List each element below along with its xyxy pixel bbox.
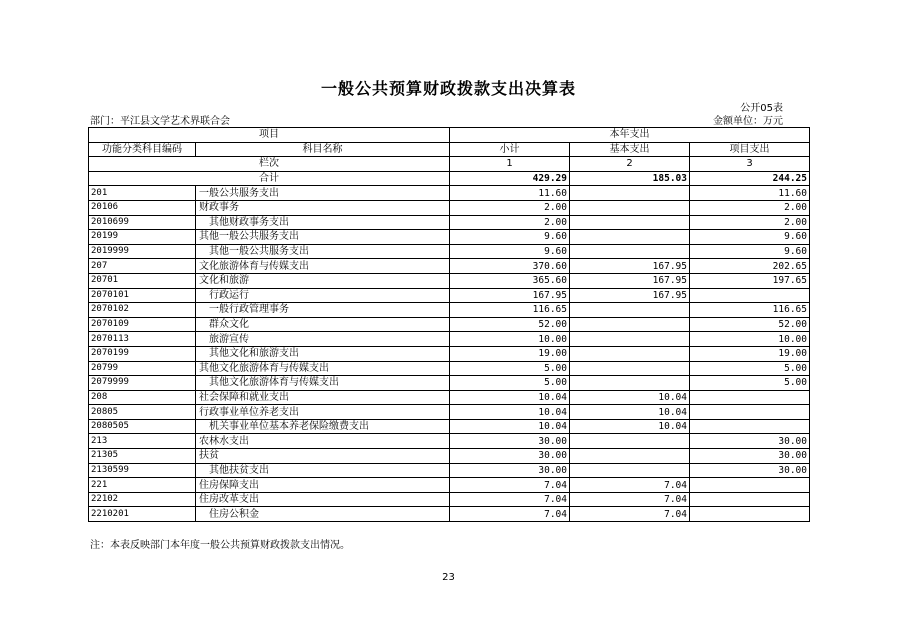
row-subtotal: 10.04 — [450, 405, 570, 420]
row-project — [690, 478, 810, 493]
row-project — [690, 405, 810, 420]
header-subject-name: 科目名称 — [196, 142, 450, 157]
row-project: 197.65 — [690, 273, 810, 288]
table-row — [89, 215, 810, 230]
table-row — [89, 273, 810, 288]
row-code: 2130599 — [89, 463, 196, 478]
row-subtotal: 19.00 — [450, 346, 570, 361]
row-subject-name: 一般公共服务支出 — [196, 186, 450, 201]
row-code: 201 — [89, 186, 196, 201]
header-col2: 2 — [570, 157, 690, 172]
table-row — [89, 288, 810, 303]
header-func-code: 功能分类科目编码 — [89, 142, 196, 157]
row-basic: 10.04 — [570, 390, 690, 405]
table-row — [89, 259, 810, 274]
total-row — [89, 171, 810, 186]
row-subtotal: 9.60 — [450, 244, 570, 259]
row-basic — [570, 434, 690, 449]
row-basic: 7.04 — [570, 492, 690, 507]
row-subtotal: 7.04 — [450, 478, 570, 493]
row-subtotal: 30.00 — [450, 449, 570, 464]
row-subtotal: 10.04 — [450, 390, 570, 405]
row-project: 202.65 — [690, 259, 810, 274]
header-row-2 — [89, 142, 810, 157]
row-subtotal: 370.60 — [450, 259, 570, 274]
header-project: 项目支出 — [690, 142, 810, 157]
row-code: 2019999 — [89, 244, 196, 259]
row-code: 20106 — [89, 200, 196, 215]
row-subtotal: 7.04 — [450, 507, 570, 522]
row-project: 10.00 — [690, 332, 810, 347]
row-project: 9.60 — [690, 230, 810, 245]
row-project: 116.65 — [690, 303, 810, 318]
row-basic: 167.95 — [570, 259, 690, 274]
table-row — [89, 346, 810, 361]
table-row — [89, 361, 810, 376]
row-subject-name: 其他一般公共服务支出 — [196, 244, 450, 259]
table-row — [89, 390, 810, 405]
row-subject-name: 机关事业单位基本养老保险缴费支出 — [196, 419, 450, 434]
table-row — [89, 332, 810, 347]
department-label: 部门：平江县文学艺术界联合会 — [90, 116, 230, 127]
row-subtotal: 2.00 — [450, 200, 570, 215]
row-code: 2070101 — [89, 288, 196, 303]
row-subject-name: 行政运行 — [196, 288, 450, 303]
row-project: 2.00 — [690, 215, 810, 230]
total-basic: 185.03 — [570, 171, 690, 186]
row-subject-name: 其他扶贫支出 — [196, 463, 450, 478]
table-row — [89, 478, 810, 493]
row-basic: 167.95 — [570, 288, 690, 303]
row-subtotal: 11.60 — [450, 186, 570, 201]
row-basic — [570, 200, 690, 215]
row-subject-name: 住房公积金 — [196, 507, 450, 522]
row-subject-name: 文化旅游体育与传媒支出 — [196, 259, 450, 274]
row-basic — [570, 303, 690, 318]
row-code: 2070109 — [89, 317, 196, 332]
table-row — [89, 434, 810, 449]
table-row — [89, 200, 810, 215]
row-subtotal: 9.60 — [450, 230, 570, 245]
row-project: 11.60 — [690, 186, 810, 201]
row-subject-name: 社会保障和就业支出 — [196, 390, 450, 405]
row-basic — [570, 361, 690, 376]
row-subject-name: 住房改革支出 — [196, 492, 450, 507]
row-basic: 7.04 — [570, 478, 690, 493]
table-row — [89, 492, 810, 507]
row-subject-name: 住房保障支出 — [196, 478, 450, 493]
row-basic: 10.04 — [570, 419, 690, 434]
row-code: 20199 — [89, 230, 196, 245]
row-code: 20805 — [89, 405, 196, 420]
row-subtotal: 365.60 — [450, 273, 570, 288]
row-basic — [570, 449, 690, 464]
row-project: 5.00 — [690, 361, 810, 376]
row-basic — [570, 244, 690, 259]
table-row — [89, 376, 810, 391]
header-current-year: 本年支出 — [450, 128, 810, 143]
row-subject-name: 群众文化 — [196, 317, 450, 332]
row-code: 2010699 — [89, 215, 196, 230]
row-subject-name: 其他财政事务支出 — [196, 215, 450, 230]
row-project: 2.00 — [690, 200, 810, 215]
table-row — [89, 405, 810, 420]
table-row — [89, 317, 810, 332]
header-col1: 1 — [450, 157, 570, 172]
table-body — [89, 186, 810, 522]
row-subtotal: 167.95 — [450, 288, 570, 303]
row-basic — [570, 186, 690, 201]
row-subject-name: 财政事务 — [196, 200, 450, 215]
row-subject-name: 扶贫 — [196, 449, 450, 464]
row-code: 207 — [89, 259, 196, 274]
row-basic: 10.04 — [570, 405, 690, 420]
row-code: 221 — [89, 478, 196, 493]
row-subject-name: 旅游宣传 — [196, 332, 450, 347]
row-subject-name: 文化和旅游 — [196, 273, 450, 288]
row-code: 22102 — [89, 492, 196, 507]
row-project: 52.00 — [690, 317, 810, 332]
header-basic: 基本支出 — [570, 142, 690, 157]
header-col3: 3 — [690, 157, 810, 172]
row-basic — [570, 376, 690, 391]
row-basic — [570, 332, 690, 347]
row-code: 213 — [89, 434, 196, 449]
row-subject-name: 其他文化旅游体育与传媒支出 — [196, 376, 450, 391]
total-subtotal: 429.29 — [450, 171, 570, 186]
row-code: 208 — [89, 390, 196, 405]
table-row — [89, 244, 810, 259]
table-row — [89, 507, 810, 522]
row-subtotal: 5.00 — [450, 361, 570, 376]
row-basic — [570, 346, 690, 361]
table-code: 公开05表 — [740, 103, 783, 114]
row-code: 20799 — [89, 361, 196, 376]
row-code: 2070199 — [89, 346, 196, 361]
row-code: 2080505 — [89, 419, 196, 434]
table-row — [89, 230, 810, 245]
header-row-3 — [89, 157, 810, 172]
row-code: 21305 — [89, 449, 196, 464]
row-subtotal: 7.04 — [450, 492, 570, 507]
total-project: 244.25 — [690, 171, 810, 186]
row-subject-name: 行政事业单位养老支出 — [196, 405, 450, 420]
row-project: 9.60 — [690, 244, 810, 259]
row-code: 2070113 — [89, 332, 196, 347]
table-row — [89, 186, 810, 201]
row-project — [690, 507, 810, 522]
row-subject-name: 其他一般公共服务支出 — [196, 230, 450, 245]
row-project — [690, 288, 810, 303]
row-basic — [570, 215, 690, 230]
total-label: 合计 — [89, 171, 450, 186]
page-number: 23 — [442, 572, 455, 583]
row-subject-name: 其他文化旅游体育与传媒支出 — [196, 361, 450, 376]
row-project: 30.00 — [690, 434, 810, 449]
row-subtotal: 5.00 — [450, 376, 570, 391]
row-subtotal: 116.65 — [450, 303, 570, 318]
row-subtotal: 30.00 — [450, 434, 570, 449]
row-subject-name: 一般行政管理事务 — [196, 303, 450, 318]
table-row — [89, 449, 810, 464]
footnote: 注：本表反映部门本年度一般公共预算财政拨款支出情况。 — [90, 540, 350, 551]
row-basic — [570, 317, 690, 332]
row-basic — [570, 463, 690, 478]
row-code: 2210201 — [89, 507, 196, 522]
table-row — [89, 463, 810, 478]
row-basic: 167.95 — [570, 273, 690, 288]
row-code: 2070102 — [89, 303, 196, 318]
row-basic — [570, 230, 690, 245]
row-project — [690, 419, 810, 434]
row-subject-name: 农林水支出 — [196, 434, 450, 449]
row-subtotal: 10.00 — [450, 332, 570, 347]
row-subtotal: 30.00 — [450, 463, 570, 478]
header-subtotal: 小计 — [450, 142, 570, 157]
row-subtotal: 52.00 — [450, 317, 570, 332]
budget-table — [88, 127, 810, 522]
row-project: 30.00 — [690, 463, 810, 478]
row-project: 30.00 — [690, 449, 810, 464]
row-subtotal: 10.04 — [450, 419, 570, 434]
row-code: 20701 — [89, 273, 196, 288]
header-item: 项目 — [89, 128, 450, 143]
row-code: 2079999 — [89, 376, 196, 391]
table-row — [89, 419, 810, 434]
unit-label: 金额单位：万元 — [713, 116, 783, 127]
row-basic: 7.04 — [570, 507, 690, 522]
row-subtotal: 2.00 — [450, 215, 570, 230]
row-project — [690, 390, 810, 405]
row-subject-name: 其他文化和旅游支出 — [196, 346, 450, 361]
row-project: 19.00 — [690, 346, 810, 361]
row-project: 5.00 — [690, 376, 810, 391]
row-project — [690, 492, 810, 507]
report-title: 一般公共预算财政拨款支出决算表 — [320, 79, 576, 98]
header-column-label: 栏次 — [89, 157, 450, 172]
header-row-1 — [89, 128, 810, 143]
table-row — [89, 303, 810, 318]
